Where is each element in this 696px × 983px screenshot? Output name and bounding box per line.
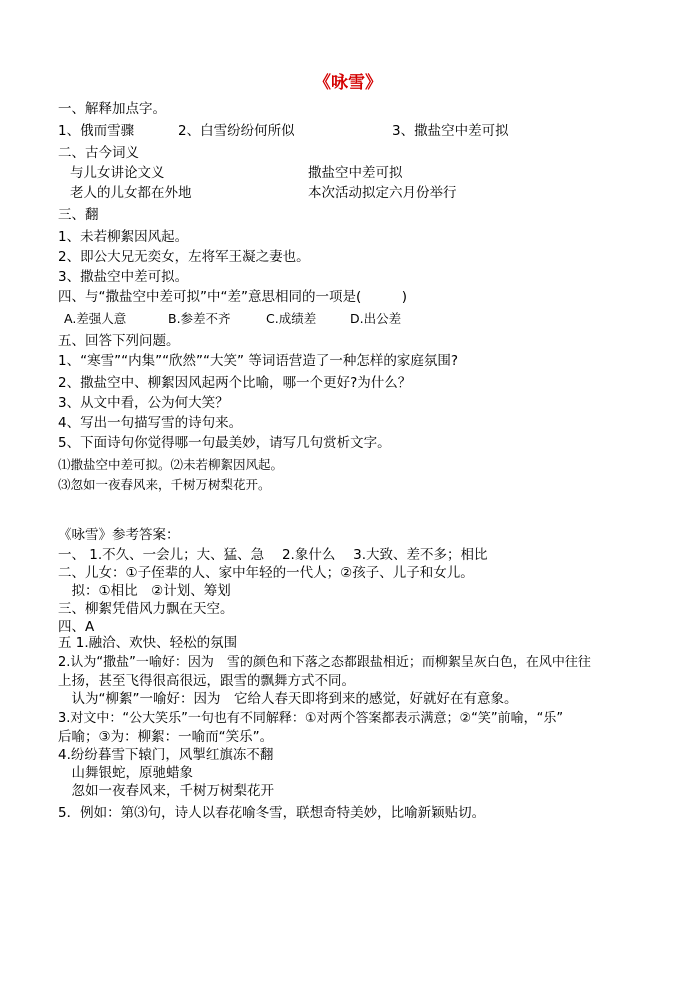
q3-item: 3、撒盐空中差可拟。	[58, 269, 189, 285]
q2-item: 老人的儿女都在外地	[70, 185, 192, 201]
answer-line: 拟：①相比 ②计划、筹划	[58, 583, 231, 599]
q1-item: 3、撒盐空中差可拟	[392, 123, 509, 139]
q1-heading: 一、解释加点字。	[58, 101, 166, 117]
q4-option: B.参差不齐	[168, 311, 231, 326]
answer-line: 五 1.融洽、欢快、轻松的氛围	[58, 635, 238, 651]
q5-item: 1、“寒雪”“内集”“欣然”“大笑” 等词语营造了一种怎样的家庭氛围?	[58, 353, 458, 369]
q3-item: 1、未若柳絮因风起。	[58, 229, 189, 245]
q5-item: 5、下面诗句你觉得哪一句最美妙，请写几句赏析文字。	[58, 435, 391, 451]
q5-item: 2、撒盐空中、柳絮因风起两个比喻，哪一个更好?为什么？	[58, 375, 412, 391]
q1-item: 1、俄而雪骤	[58, 123, 135, 139]
q5-item: ⑴撒盐空中差可拟。⑵未若柳絮因风起。	[58, 457, 284, 472]
q1-item: 2、白雪纷纷何所似	[178, 123, 295, 139]
answers-heading: 《咏雪》参考答案：	[58, 527, 180, 543]
q3-item: 2、即公大兄无奕女，左将军王凝之妻也。	[58, 249, 310, 265]
q2-item: 本次活动拟定六月份举行	[308, 185, 457, 201]
q3-heading: 三、翻	[58, 207, 99, 223]
q4-heading: 四、与“撒盐空中差可拟”中“差”意思相同的一项是( )	[58, 289, 408, 305]
q5-item: 3、从文中看，公为何大笑？	[58, 395, 229, 411]
q1-items-row	[58, 122, 509, 140]
answer-line: 四、A	[58, 619, 95, 635]
q4-option: A.差强人意	[64, 311, 127, 326]
answer-line: 3.对文中：“公大笑乐”一句也有不同解释：①对两个答案都表示满意；②“笑”前喻，“乐”	[58, 711, 564, 726]
answer-line: 认为“柳絮”一喻好：因为 它给人春天即将到来的感觉，好就好在有意象。	[58, 691, 518, 707]
q2-item: 与儿女讲论文义	[70, 165, 165, 181]
answer-line: 忽如一夜春风来，千树万树梨花开	[58, 783, 274, 799]
answer-line: 4.纷纷暮雪下辕门，风掣红旗冻不翻	[58, 747, 274, 763]
q4-options	[64, 310, 402, 328]
q2-row	[70, 184, 457, 202]
answer-line: 一、 1.不久、一会儿；大、猛、急 2.象什么 3.大致、差不多；相比	[58, 547, 488, 563]
q2-row	[70, 164, 403, 182]
q5-item: 4、写出一句描写雪的诗句来。	[58, 415, 243, 431]
answer-line: 后喻；③为：柳絮：一喻而“笑乐”。	[58, 729, 274, 745]
answer-line: 山舞银蛇，原驰蜡象	[58, 765, 193, 781]
q5-heading: 五、回答下列问题。	[58, 333, 180, 349]
q4-option: C.成绩差	[266, 311, 317, 326]
q2-item: 撒盐空中差可拟	[308, 165, 403, 181]
q5-item: ⑶忽如一夜春风来，千树万树梨花开。	[58, 477, 271, 492]
page-title: 《咏雪》	[314, 73, 382, 93]
q2-heading: 二、古今词义	[58, 145, 139, 161]
answer-line: 5．例如：第⑶句，诗人以春花喻冬雪，联想奇特美妙，比喻新颖贴切。	[58, 805, 486, 821]
answer-line: 二、儿女：①子侄辈的人、家中年轻的一代人；②孩子、儿子和女儿。	[58, 565, 474, 581]
q4-option: D.出公差	[350, 311, 402, 326]
answer-line: 上扬，甚至飞得很高很远，跟雪的飘舞方式不同。	[58, 673, 355, 689]
answer-line: 三、柳絮凭借风力飘在天空。	[58, 601, 234, 617]
answer-line: 2.认为“撒盐”一喻好：因为 雪的颜色和下落之态都跟盐相近；而柳絮呈灰白色，在风中往往	[58, 655, 591, 670]
